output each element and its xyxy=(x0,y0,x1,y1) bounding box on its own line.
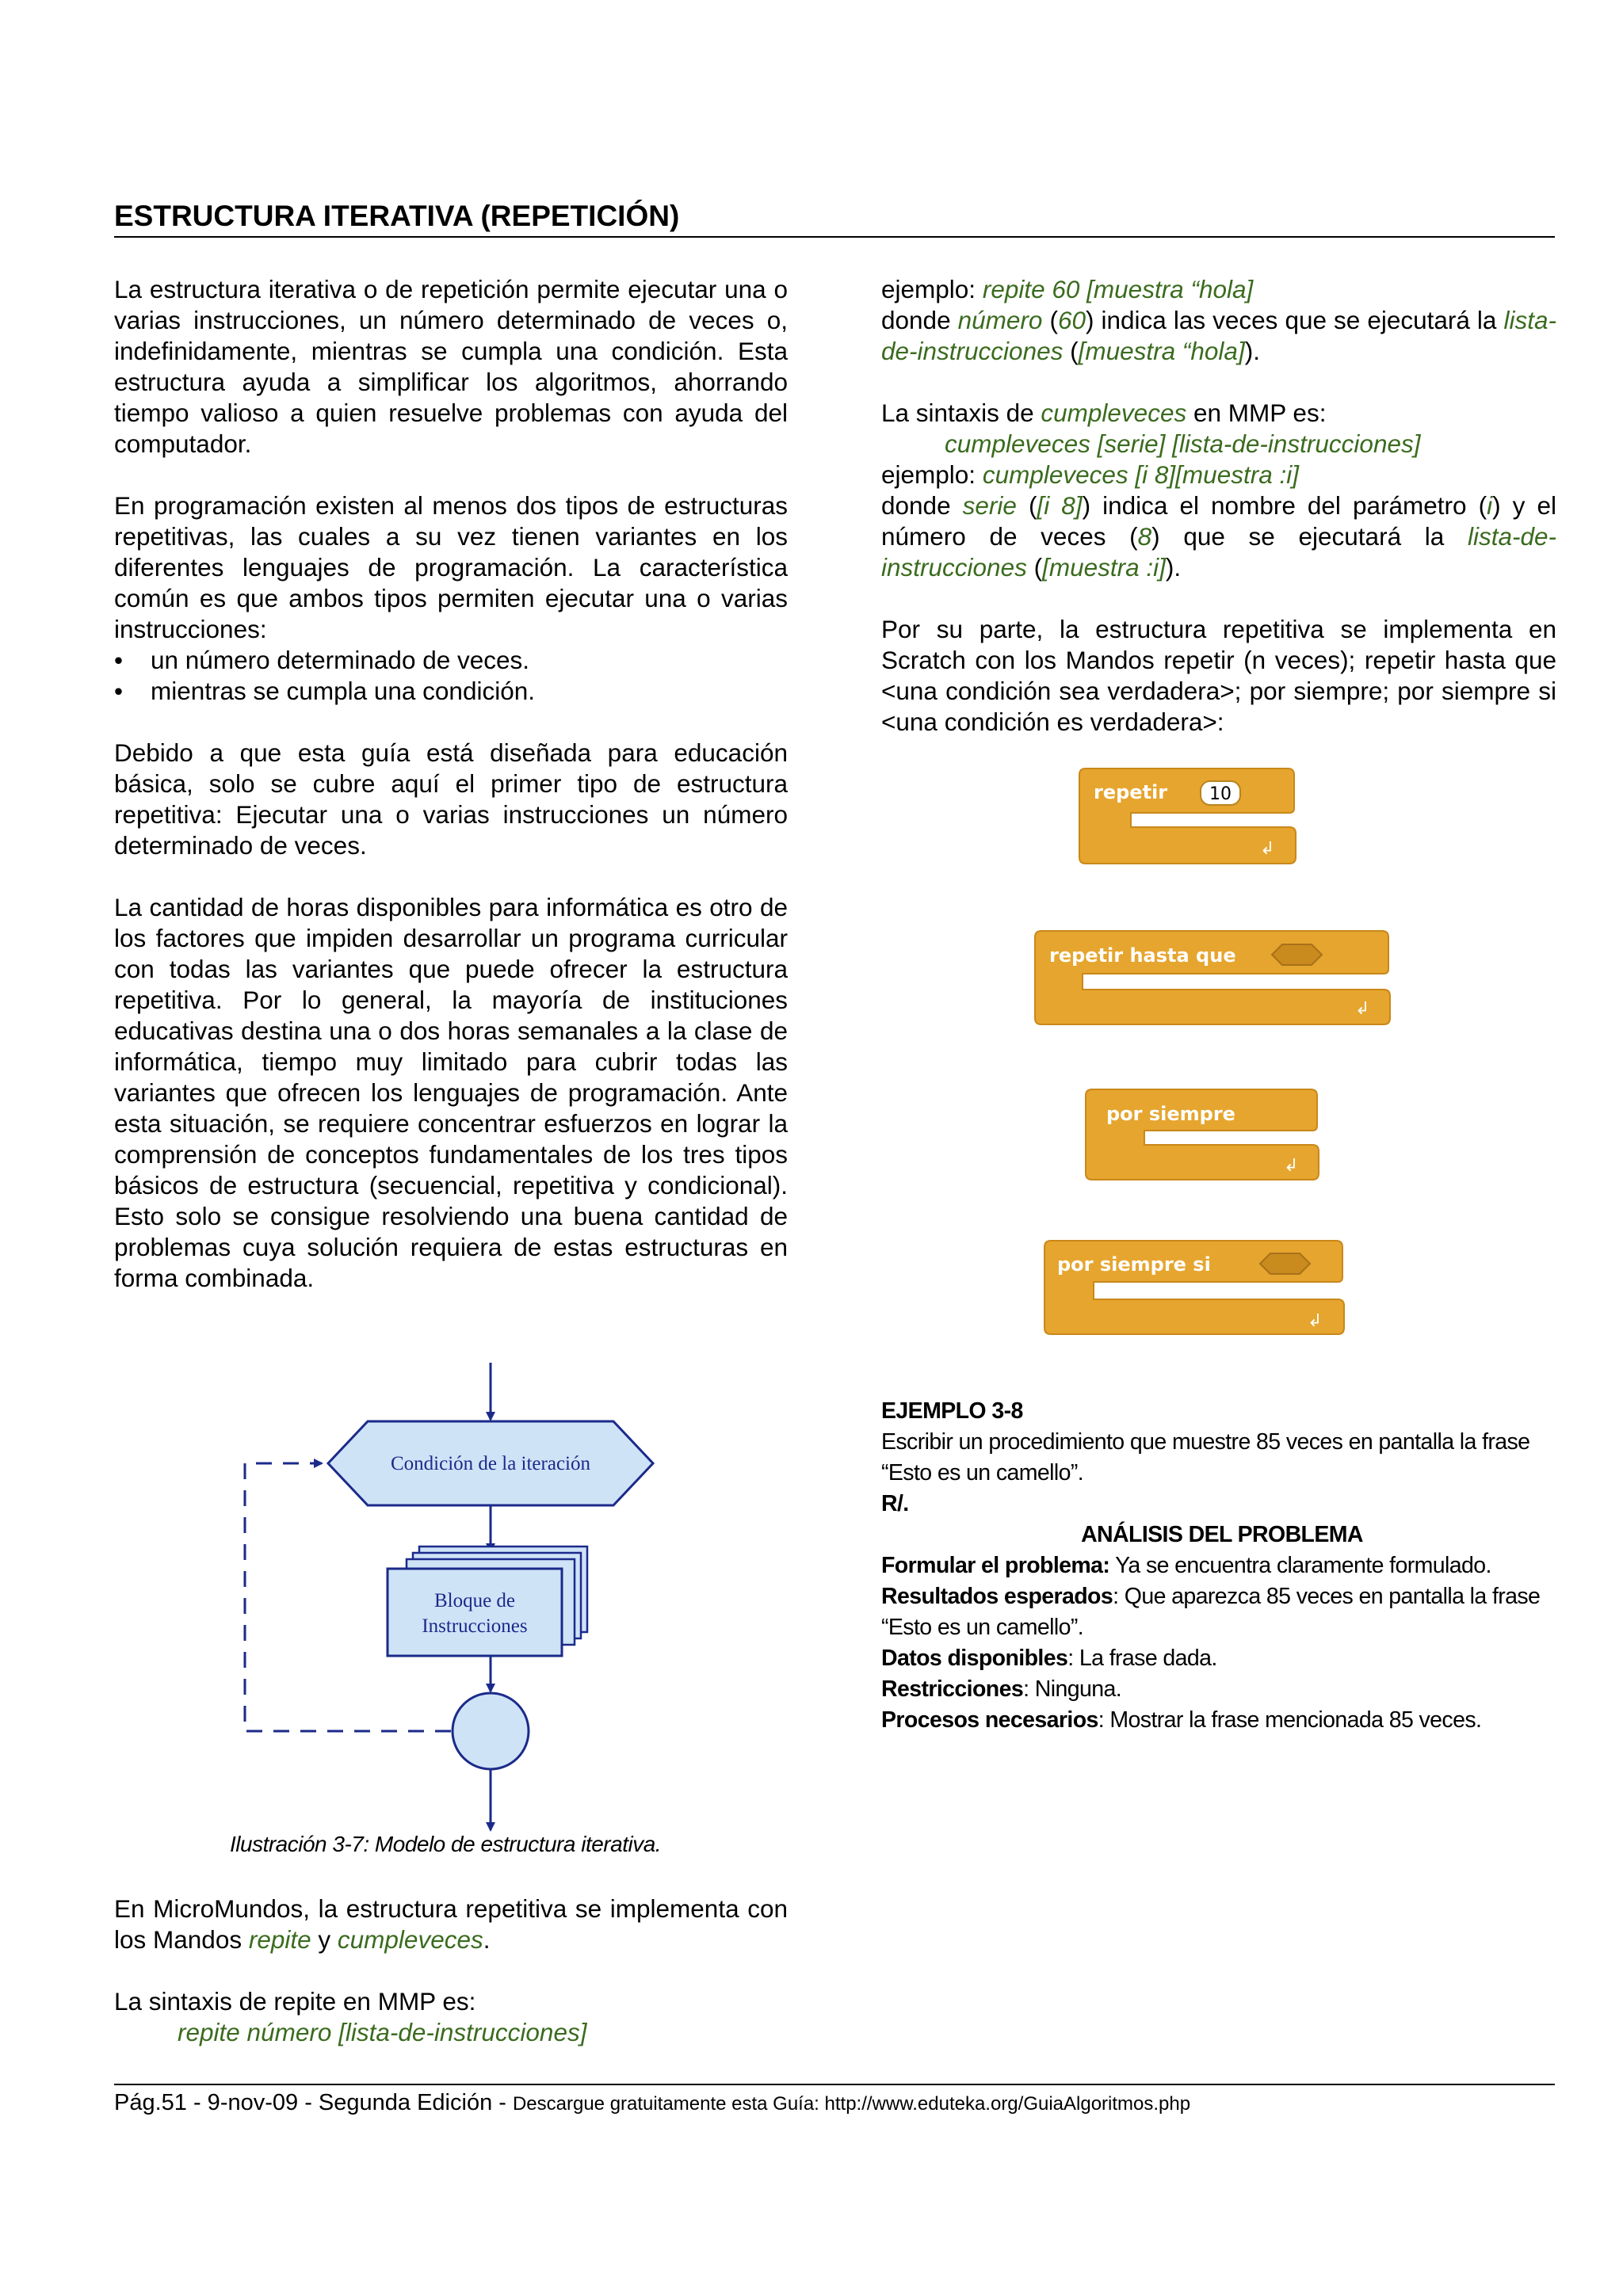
explanation-repite: donde número (60) indica las veces que se ejecutará la lista-de-instrucciones ([muestra “hola]). xyxy=(881,306,1556,365)
scratch-turn-arrow-icon: ↲ xyxy=(1355,999,1370,1019)
iteration-flowchart xyxy=(114,1347,788,1854)
bullet-list xyxy=(114,645,788,707)
analysis-processes: Procesos necesarios: Mostrar la frase mencionada 85 veces. xyxy=(881,1707,1482,1733)
analysis-results: Resultados esperados: Que aparezca 85 veces en pantalla la frase “Esto es un camello”. xyxy=(881,1584,1541,1640)
analysis-heading: ANÁLISIS DEL PROBLEMA xyxy=(1081,1522,1363,1547)
figure-caption: Ilustración 3-7: Modelo de estructura iterativa. xyxy=(230,1832,662,1856)
bullet-item: • mientras se cumpla una condición. xyxy=(114,676,788,707)
footer-download-link[interactable]: Descargue gratuitamente esta Guía: http://www.eduteka.org/GuiaAlgoritmos.php xyxy=(512,2093,1191,2115)
block-label-line1: Bloque de xyxy=(433,1590,516,1611)
cumpleveces-syntax: cumpleveces [serie] [lista-de-instrucciones] xyxy=(945,429,1421,458)
paragraph-intro: La estructura iterativa o de repetición permite ejecutar una o varias instrucciones, un número determinado de veces o, indefinidamente, mientras se cumpla una condición. Esta estructura ayuda a simplificar los algoritmos, ahorrando tiempo valioso a quien resuelve problemas con ayuda del computador. xyxy=(114,275,788,458)
condition-label: Condición de la iteración xyxy=(390,1453,591,1474)
example-heading: EJEMPLO 3-8 xyxy=(881,1398,1023,1424)
analysis-data: Datos disponibles: La frase dada. xyxy=(881,1646,1217,1671)
bullet-item: • un número determinado de veces. xyxy=(114,645,788,676)
paragraph-scratch: Por su parte, la estructura repetitiva se implementa en Scratch con los Mandos repetir (n veces); repetir hasta que <una condición sea verdadera>; por siempre; por siempre si <una condición es verdadera>: xyxy=(881,615,1556,736)
paragraph-repite-syntax: La sintaxis de repite en MMP es: xyxy=(114,1987,476,2016)
analysis-formulate: Formular el problema: Ya se encuentra claramente formulado. xyxy=(881,1553,1491,1578)
scratch-turn-arrow-icon: ↲ xyxy=(1308,1311,1323,1331)
example-section xyxy=(881,1396,1563,1736)
explanation-cumpleveces: donde serie ([i 8]) indica el nombre del parámetro (i) y el número de veces (8) que se ejecutará la lista-de-instrucciones ([muestra :i]). xyxy=(881,491,1556,582)
scratch-repetir-label: repetir xyxy=(1094,781,1168,803)
scratch-por-siempre-label: por siempre xyxy=(1106,1103,1235,1125)
left-column xyxy=(114,274,788,1325)
scratch-condition-slot xyxy=(1272,944,1322,965)
example-statement: Escribir un procedimiento que muestre 85 veces en pantalla la frase “Esto es un camello”. xyxy=(881,1429,1530,1486)
page-title: ESTRUCTURA ITERATIVA (REPETICIÓN) xyxy=(114,200,1555,238)
block-label-line2: Instrucciones xyxy=(422,1615,528,1637)
connector-circle xyxy=(453,1693,529,1769)
right-column xyxy=(881,274,1556,769)
example-cumpleveces: ejemplo: cumpleveces [i 8][muestra :i] xyxy=(881,460,1299,489)
paragraph-hours: La cantidad de horas disponibles para informática es otro de los factores que impiden desarrollar un programa curricular con todas las variantes que puede ofrecer la estructura repetitiva. Por lo general, la mayoría de instituciones educativas destina una o dos horas semanales a la clase de informática, tiempo muy limitado para cubrir todas las variantes que ofrecen los lenguajes de programación. Ante esta situación, se requiere concentrar esfuerzos en lograr la comprensión de conceptos fundamentales de los tres tipos básicos de estructura (secuencial, repetitiva y condicional). Esto solo se consigue resolviendo una buena cantidad de problemas cuya solución requiera de estas estructuras en forma combinada. xyxy=(114,893,788,1292)
page-footer xyxy=(114,2084,1555,2116)
repite-syntax: repite número [lista-de-instrucciones] xyxy=(178,2018,587,2046)
footer-page-info: Pág.51 - 9-nov-09 - Segunda Edición - xyxy=(114,2090,513,2115)
paragraph-types: En programación existen al menos dos tipos de estructuras repetitivas, las cuales a su vez tienen variantes en los diferentes lenguajes de programación. La característica común es que ambos tipos permiten ejecutar una o varias instrucciones: xyxy=(114,491,788,643)
scratch-por-siempre-si-label: por siempre si xyxy=(1057,1253,1211,1276)
scratch-condition-slot xyxy=(1260,1253,1310,1274)
scratch-blocks xyxy=(1030,761,1426,1339)
scratch-turn-arrow-icon: ↲ xyxy=(1284,1156,1299,1176)
example-repite: ejemplo: repite 60 [muestra “hola] xyxy=(881,275,1254,303)
scratch-repetir-value: 10 xyxy=(1209,784,1232,804)
cumpleveces-intro: La sintaxis de cumpleveces en MMP es: xyxy=(881,399,1327,427)
scratch-repetir-hasta-label: repetir hasta que xyxy=(1049,944,1236,967)
analysis-restrictions: Restricciones: Ninguna. xyxy=(881,1676,1122,1702)
scratch-turn-arrow-icon: ↲ xyxy=(1260,839,1275,859)
answer-marker: R/. xyxy=(881,1491,909,1516)
instruction-block xyxy=(388,1569,562,1656)
paragraph-scope: Debido a que esta guía está diseñada para educación básica, solo se cubre aquí el primer tipo de estructura repetitiva: Ejecutar una o varias instrucciones un número determinado de veces. xyxy=(114,738,788,860)
paragraph-micromundos: En MicroMundos, la estructura repetitiva se implementa con los Mandos repite y cumpleveces. xyxy=(114,1894,788,1954)
left-column-bottom xyxy=(114,1894,788,2048)
